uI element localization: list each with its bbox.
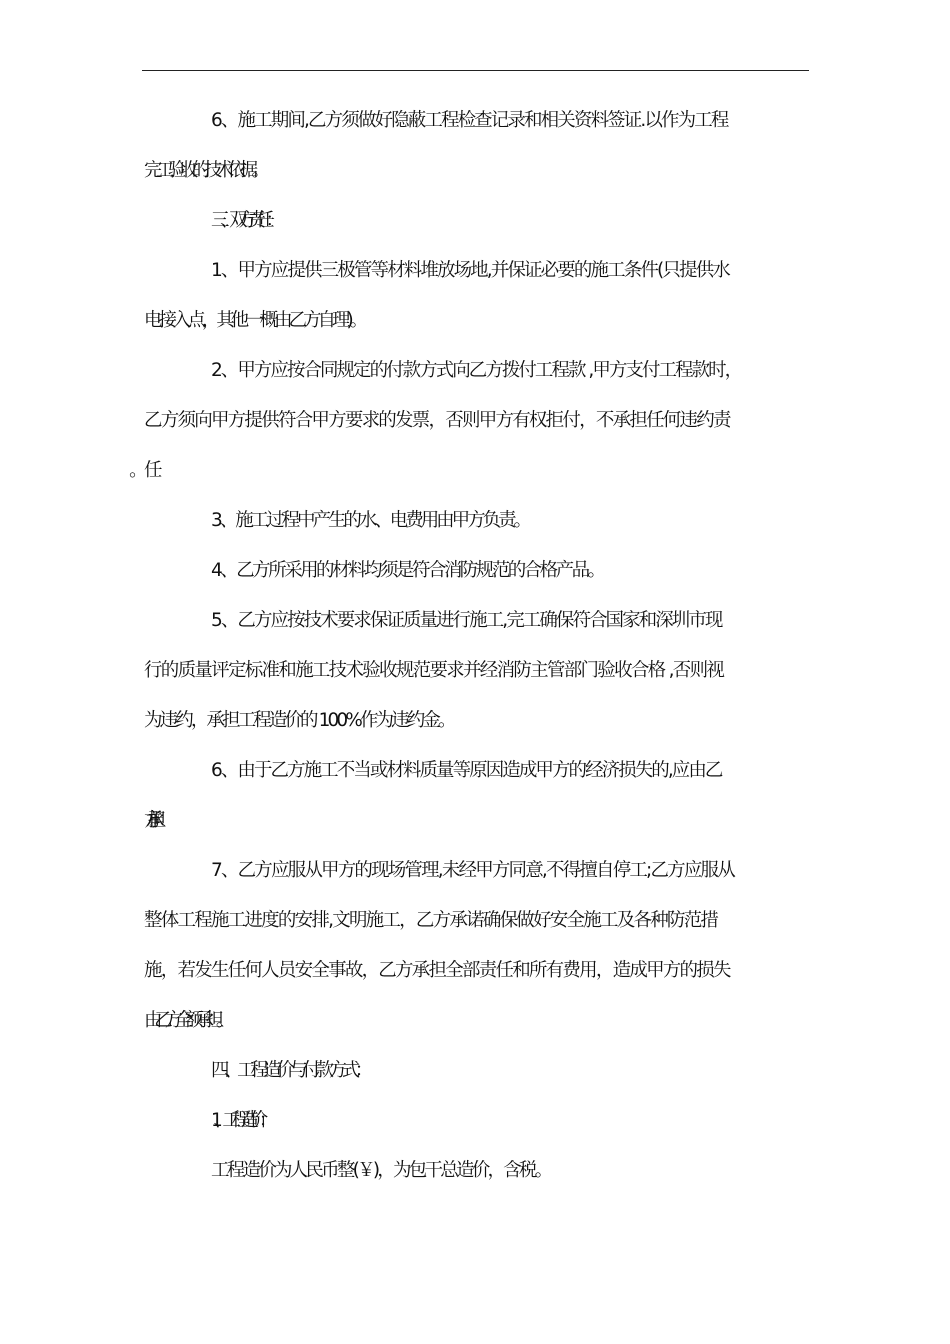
text-line: 7、乙方应服从甲方的现场管理,未经甲方同意,不得擅自停工;乙方应服从 (211, 860, 734, 881)
text-line: 1、甲方应提供三极管等材料堆放场地,并保证必要的施工条件(只提供水 (211, 260, 729, 281)
paragraph (144, 246, 810, 346)
paragraph (144, 96, 810, 196)
text-line: 行的质量评定标准和施工技术验收规范要求并经消防主管部门验收合格 ,否则视 (144, 660, 724, 681)
text-line: 电接入点，其他一概由乙方自理)。 (144, 310, 365, 331)
document-body (144, 96, 810, 1196)
text-line: 由乙方全额承担。 (144, 1010, 227, 1031)
text-line: 5、乙方应按技术要求保证质量进行施工,完工确保符合国家和深圳市现 (211, 610, 722, 631)
header-rule (142, 70, 809, 71)
text-line: 6、由于乙方施工不当或材料质量等原因造成甲方的经济损失的,应由乙 (211, 760, 722, 781)
text-line: 3、施工过程中产生的水、电费用由甲方负责。 (211, 510, 529, 531)
text-line: 施，若发生任何人员安全事故，乙方承担全部责任和所有费用，造成甲方的损失 (144, 960, 730, 981)
text-line: 四、工程造价与付款方式： (211, 1060, 368, 1081)
section-heading (144, 1046, 810, 1096)
paragraph (144, 846, 810, 1046)
text-line (77, 446, 810, 496)
text-line: 1、工程造价： (211, 1110, 268, 1131)
text-line: 完工验收的技术依据。 (144, 160, 264, 181)
paragraph (144, 596, 810, 746)
paragraph (144, 746, 810, 846)
text-line: 乙方须向甲方提供符合甲方要求的发票，否则甲方有权拒付，不承担任何违约责 (144, 410, 730, 431)
paragraph (144, 546, 810, 596)
text-line: 工程造价为人民币整(￥)，为包干总造价，含税。 (211, 1160, 551, 1181)
paragraph (144, 496, 810, 546)
text-line: 为违约，承担工程造价的 100%作为违约金。 (144, 710, 454, 731)
text-line: 方承担。 (144, 810, 152, 831)
text-line: 4、乙方所采用的材料均须是符合消防规范的合格产品。 (211, 560, 604, 581)
text-line: 整体工程施工进度的安排,文明施工，乙方承诺确保做好安全施工及各种防范措 (144, 910, 718, 931)
section-heading (144, 196, 810, 246)
text-line: 三、双方责任： (211, 210, 275, 231)
paragraph (144, 1096, 810, 1146)
paragraph (144, 346, 810, 496)
paragraph (144, 1146, 810, 1196)
text-line: 6、施工期间,乙方须做好隐蔽工程检查记录和相关资料签证.以作为工程 (211, 110, 728, 131)
text-line: 2、甲方应按合同规定的付款方式向乙方拨付工程款 ,甲方支付工程款时， (211, 360, 742, 381)
